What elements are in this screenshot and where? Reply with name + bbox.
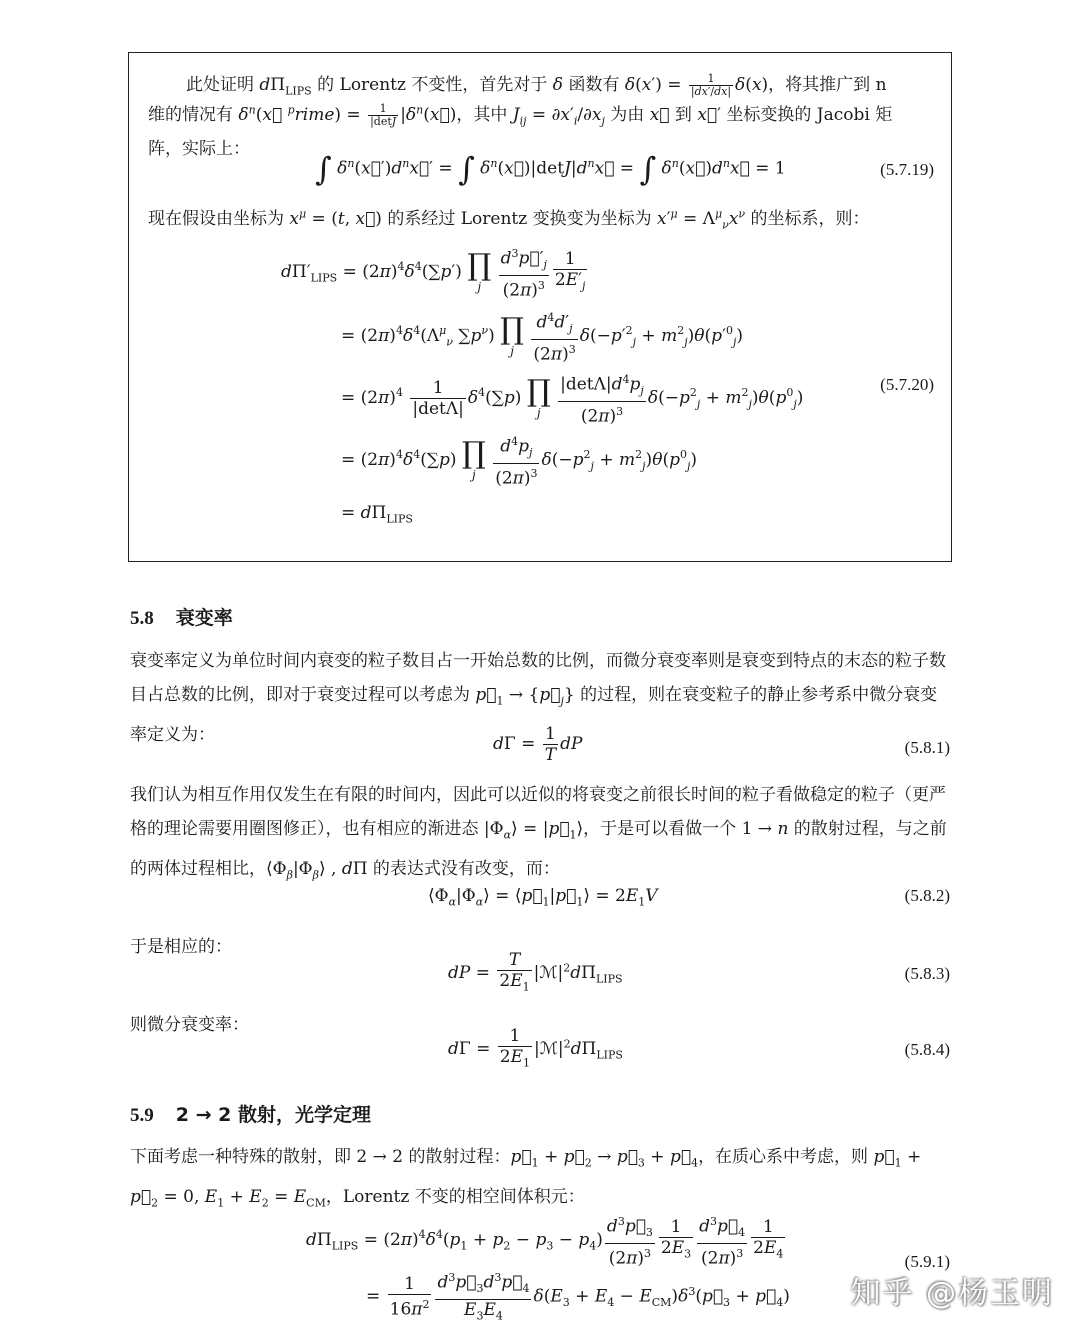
equation-5-8-2: $⟨\Phi_\alpha|\Phi_\alpha⟩$ = $⟨p⃗_1|p⃗_1⟩ = 2E_1V$: [428, 886, 658, 909]
sec58-paragraph-4: 则微分衰变率：: [130, 1015, 249, 1035]
sec58-paragraph-1: 衰变率定义为单位时间内衰变的粒子数目占一开始总数的比例，而微分衰变率则是衰变到特点的末态的粒子数目占总数的比例，即对于衰变过程可以考虑为 $p⃗_1$ → $\{p⃗_j\}$ 的过程，则在衰变粒子的静止参考系中微分衰变率定义为：: [130, 651, 946, 746]
equation-5-7-20-line-5: = $d\Pi_{LIPS}$: [341, 503, 413, 526]
equation-5-7-19: ∫ $\delta^n(x⃗')d^nx⃗'$ = ∫ $\delta^n(x⃗)|\det J|d^nx⃗$ = ∫ $\delta^n(x⃗)d^nx⃗ = 1$: [315, 150, 786, 188]
eq-number-5-8-2: (5.8.2): [904, 886, 950, 905]
eq-number-5-9-1: (5.9.1): [904, 1252, 950, 1271]
box-line-3: 阵，实际上：: [148, 139, 250, 159]
sec58-paragraph-2: 我们认为相互作用仅发生在有限的时间内，因此可以近似的将衰变之前很长时间的粒子看做稳定的粒子（更严格的理论需要用圈图修正），也有相应的渐进态 $|\Phi_\alpha⟩$ = $|p⃗_1⟩$，于是可以看做一个 1 → n 的散射过程，与之前的两体过程相比，$⟨\Phi_\beta|\Phi_\beta⟩$ , dΠ 的表达式没有改变，而：: [130, 785, 947, 882]
eq-number-5-8-4: (5.8.4): [904, 1040, 950, 1059]
sec58-paragraph-3: 于是相应的：: [130, 937, 232, 957]
equation-5-7-20-line-3: = $(2\pi)^4$ $\frac{1}{|\det\Lambda|}$ $\delta^4(\sum p)$ ∏ j $\frac{|\det\Lambda|d^4p_j}{(2\pi)^3}$ $\delta(-p^2_j + m^2_j)\theta(p^0_j)$: [341, 370, 803, 427]
box-line-1: 此处证明 $d\Pi_{LIPS}$ 的 Lorentz 不变性，首先对于 δ 函数有 δ(x′) = $\frac{1}{|dx'/dx|}$ δ(x)，将其推广到 n: [186, 72, 887, 98]
equation-5-8-3: dP = $\frac{T}{2E_1}$ $|ℳ|^2d\Pi_{LIPS}$: [448, 950, 623, 994]
equation-5-9-1-line-2: = $\frac{1}{16\pi^2}$ $\frac{d^3p⃗_3d^3p⃗_4}{E_3E_4}$ $\delta(E_3 + E_4$ − $E_{CM})\delta^3(p⃗_3$ + $p⃗_4$): [366, 1268, 790, 1326]
equation-5-7-20-line-2: = $(2\pi)^4\delta^4(\Lambda^\mu_\nu$ $\sum p^\nu$) ∏ j $\frac{d^4d'_j}{(2\pi)^3}$ $\delta(-p'^2_j + m^2_j)\theta(p'^0_j)$: [341, 308, 743, 365]
section-heading-5-8: 5.8 衰变率: [130, 607, 233, 629]
eq-number-5-8-3: (5.8.3): [904, 964, 950, 983]
box-line-4: 现在假设由坐标为 $x^\mu = (t$, x⃗) 的系经过 Lorentz 变换变为坐标为 $x'^\mu = \Lambda^\mu_\nu x^\nu$ 的坐标系，则：: [148, 207, 870, 232]
equation-5-7-20-line-4: = $(2\pi)^4\delta^4(\sum p)$ ∏ j $\frac{d^4p_j}{(2\pi)^3}$ $\delta(-p^2_j + m^2_j)\theta(p^0_j)$: [341, 432, 697, 489]
eq-number-5-7-20: (5.7.20): [880, 375, 934, 394]
equation-5-9-1-line-1: $d\Pi_{LIPS} = (2\pi)^4\delta^4(p_1 + p_2 - p_3 - p_4)$ $\frac{d^3p⃗_3}{(2\pi)^3}$ $\frac{1}{2E_3}$ $\frac{d^3p⃗_4}{(2\pi)^3}$ $\frac{1}{2E_4}$: [306, 1212, 787, 1269]
eq-number-5-8-1: (5.8.1): [904, 738, 950, 757]
equation-5-7-20-line-1: $d\Pi'_{LIPS} = (2\pi)^4\delta^4(\sum p')$ ∏ j $\frac{d^3p⃗'_j}{(2\pi)^3}$ $\frac{1}{2E'_j}$: [281, 244, 589, 301]
box-line-2: 维的情况有 $\delta^n(x⃗$ $^p$rime) = $\frac{1}{|\det J}$ $|\delta^n(x⃗)$，其中 $J_{ij} = \partial x'_i/\partial x_j$ 为由 x⃗ 到 x⃗′ 坐标变换的 Jacobi 矩: [148, 102, 893, 128]
sec59-paragraph-1: 下面考虑一种特殊的散射，即 2 → 2 的散射过程：$p⃗_1$ + $p⃗_2$ → $p⃗_3$ + $p⃗_4$，在质心系中考虑，则 $p⃗_1$ + $p⃗_2 = 0$, $E_1 + E_2 = E_{CM}$，Lorentz 不变的相空间体积元：: [130, 1147, 922, 1210]
equation-5-8-1: dΓ = $\frac{1}{T}$ dP: [493, 724, 583, 765]
zhihu-watermark: 知乎 @杨玉明: [850, 1276, 1054, 1311]
section-heading-5-9: 5.9 2 → 2 散射，光学定理: [130, 1104, 371, 1126]
eq-number-5-7-19: (5.7.19): [880, 160, 934, 179]
equation-5-8-4: dΓ = $\frac{1}{2E_1}$ $|ℳ|^2d\Pi_{LIPS}$: [448, 1026, 623, 1070]
